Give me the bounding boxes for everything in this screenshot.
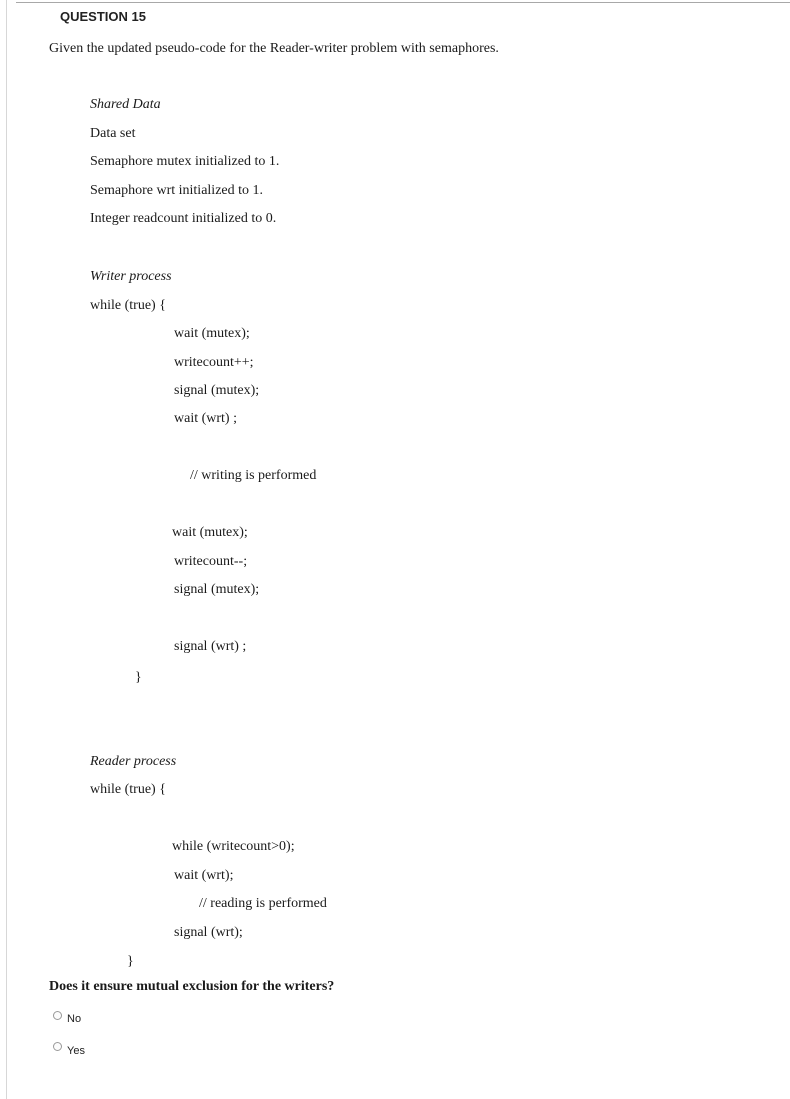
reader-code-line: signal (wrt);: [174, 925, 243, 940]
shared-line: Semaphore wrt initialized to 1.: [90, 183, 264, 198]
reader-comment: // reading is performed: [199, 896, 327, 911]
reader-loop-close: }: [127, 954, 134, 969]
question-prompt: Given the updated pseudo-code for the Reader-writer problem with semaphores.: [49, 41, 499, 56]
writer-comment: // writing is performed: [190, 468, 317, 483]
shared-data-heading: Shared Data: [90, 97, 161, 112]
reader-code-line: wait (wrt);: [174, 868, 234, 883]
writer-loop-close: }: [135, 670, 142, 685]
writer-code-line: writecount--;: [174, 554, 248, 569]
writer-code-line: wait (mutex);: [172, 525, 248, 540]
writer-code-line: writecount++;: [174, 355, 254, 370]
shared-line: Data set: [90, 126, 136, 141]
question-frame-left-border: [6, 0, 7, 1099]
writer-code-line: signal (mutex);: [174, 582, 260, 597]
shared-line: Semaphore mutex initialized to 1.: [90, 154, 280, 169]
reader-process-heading: Reader process: [90, 754, 177, 769]
reader-code-line: while (writecount>0);: [172, 839, 295, 854]
question-frame-top-border: [16, 2, 790, 3]
writer-code-line: wait (mutex);: [174, 326, 250, 341]
option-yes-radio[interactable]: [53, 1042, 62, 1051]
shared-line: Integer readcount initialized to 0.: [90, 211, 277, 226]
writer-process-heading: Writer process: [90, 269, 172, 284]
question-ask: Does it ensure mutual exclusion for the writers?: [49, 979, 335, 994]
writer-code-line: wait (wrt) ;: [174, 411, 237, 426]
option-yes-label[interactable]: Yes: [67, 1045, 85, 1057]
question-header: QUESTION 15: [60, 9, 146, 24]
option-no-label[interactable]: No: [67, 1013, 82, 1025]
writer-loop-open: while (true) {: [90, 298, 166, 313]
reader-loop-open: while (true) {: [90, 782, 166, 797]
writer-code-line: signal (mutex);: [174, 383, 260, 398]
writer-code-line: signal (wrt) ;: [174, 639, 247, 654]
option-no-radio[interactable]: [53, 1011, 62, 1020]
